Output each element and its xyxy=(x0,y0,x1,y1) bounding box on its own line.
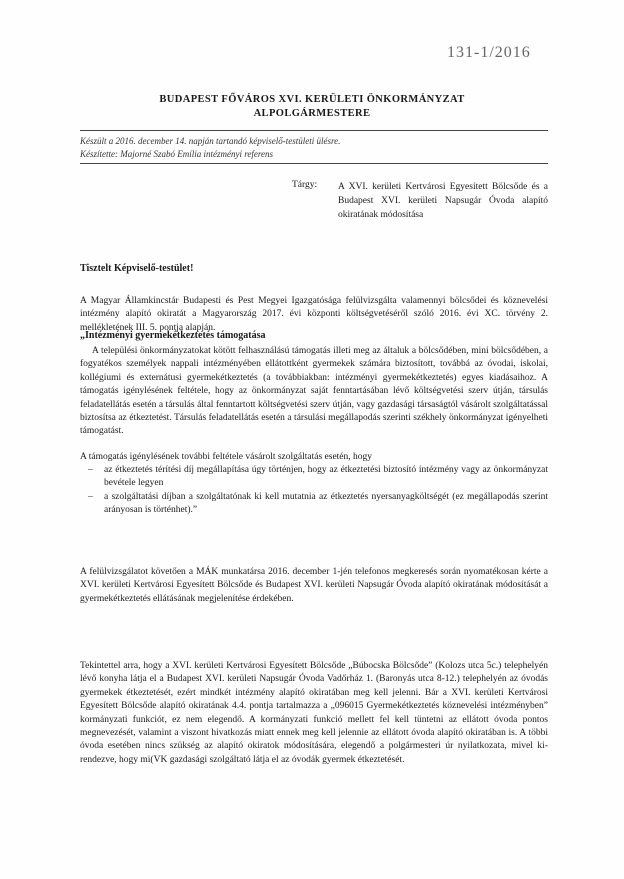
salutation: Tisztelt Képviselő-testület! xyxy=(80,263,194,274)
registration-stamp: 131-1/2016 xyxy=(447,44,531,61)
quoted-law-paragraph: A települési önkormányzatokat kötött felhasználású támogatás illeti meg az általuk a bölcsődében, mini bölcsődében, a fogyatékos személyek nappali intézményében ellátottként gyermekek számára biztosított, továbbá az óvodai, iskolai, kollégiumi és externátusi gyermekétkeztetés (a továbbiakban: intézményi gyermekétkeztetés) egyes kiadásaihoz. A támogatás igénylésének feltétele, hogy az önkormányzat saját fenntartásában lévő költségvetési szerv útján, társulás feladatellátás esetén a társulás által fenntartott költségvetési szerv útján, vagy gazdasági társaságtól vásárolt szolgáltatással biztosítsa az étkeztetést. Társulás feladatellátás esetén a társulási megállapodás szerinti székhely önkormányzat igényelheti támogatást. xyxy=(80,346,548,437)
review-paragraph: A felülvizsgálatot követően a MÁK munkatársa 2016. december 1-jén telefonos megkeresés során nyomatékosan kérte a XVI. kerületi Kertvárosi Egyesített Bölcsőde és Budapest XVI. kerületi Napsugár Óvoda alapító okiratának módosítását a gyermekétkeztetés ellátásának megjelenítése érdekében. xyxy=(80,567,548,604)
condition-list xyxy=(80,464,548,518)
findings-paragraph: Tekintettel arra, hogy a XVI. kerületi Kertvárosi Egyesített Bölcsőde „Búbocska Bölcsőde” (Kolozs utca 5c.) telephelyén lévő konyha látja el a Budapest XVI. kerületi Napsugár Óvoda Vadőrház 1. (Baronyás utca 8-12.) telephelyén az óvodás gyermekek étkeztetését, ezért mindkét intézmény alapító okiratában meg kell jelenni. Bár a XVI. kerületi Kertvárosi Egyesített Bölcsőde alapító okiratának 4.4. pontja tartalmazza a „096015 Gyermekétkeztetés köznevelési intézményben” kormányzati funkciót, ez nem elegendő. A kormányzati funkció mellett fel kell tüntetni az ellátott óvoda pontos megnevezését, valamint a viszont hivatkozás miatt ennek meg kell jelennie az ellátott óvoda alapító okiratában is. A többi óvoda esetében nincs szükség az alapító okiratok módosítására, elegendő a polgármesteri úr nyilatkozata, mivel ki-rendezve, hogy mi(VK gazdasági szolgáltató látja el az óvodák gyermek étkeztetését. xyxy=(80,661,548,765)
list-item: – a szolgáltatási díjban a szolgáltatónak ki kell mutatnia az étkeztetés nyersanyagköltségét (ez megállapodás szerint arányosan is történhet).” xyxy=(80,491,548,518)
header-divider-top xyxy=(80,130,548,131)
document-subtitle: ALPOLGÁRMESTERE xyxy=(253,108,371,119)
prepared-for-note: Készült a 2016. december 14. napján tartandó képviselő-testületi ülésre. xyxy=(80,136,341,146)
list-item: – az étkeztetés térítési díj megállapítása úgy történjen, hogy az étkeztetési biztosító intézmény vagy az önkormányzat bevétele legyen xyxy=(80,464,548,491)
prepared-by-note: Készítette: Majorné Szabó Emília intézményi referens xyxy=(80,149,274,159)
section-heading: „Intézményi gyermekétkeztetés támogatása xyxy=(80,330,266,341)
subject-text: A XVI. kerületi Kertvárosi Egyesített Bölcsőde és a Budapest XVI. kerületi Napsugár Óvoda alapító okiratának módosítása xyxy=(338,182,548,220)
header-divider-bottom xyxy=(80,163,548,164)
subject-label: Tárgy: xyxy=(292,180,318,190)
intro-paragraph: A Magyar Államkincstár Budapesti és Pest Megyei Igazgatósága felülvizsgálta valamennyi bölcsődei és köznevelési intézmény alapító okiratát a Magyarország 2017. évi központi költségvetéséről szóló 2016. évi XC. törvény 2. mellékletének III. 5. pontja alapján. xyxy=(80,296,548,333)
document-title: BUDAPEST FŐVÁROS XVI. KERÜLETI ÖNKORMÁNYZAT xyxy=(159,94,465,105)
condition-lead: A támogatás igénylésének további feltétele vásárolt szolgáltatás esetén, hogy xyxy=(80,452,373,462)
